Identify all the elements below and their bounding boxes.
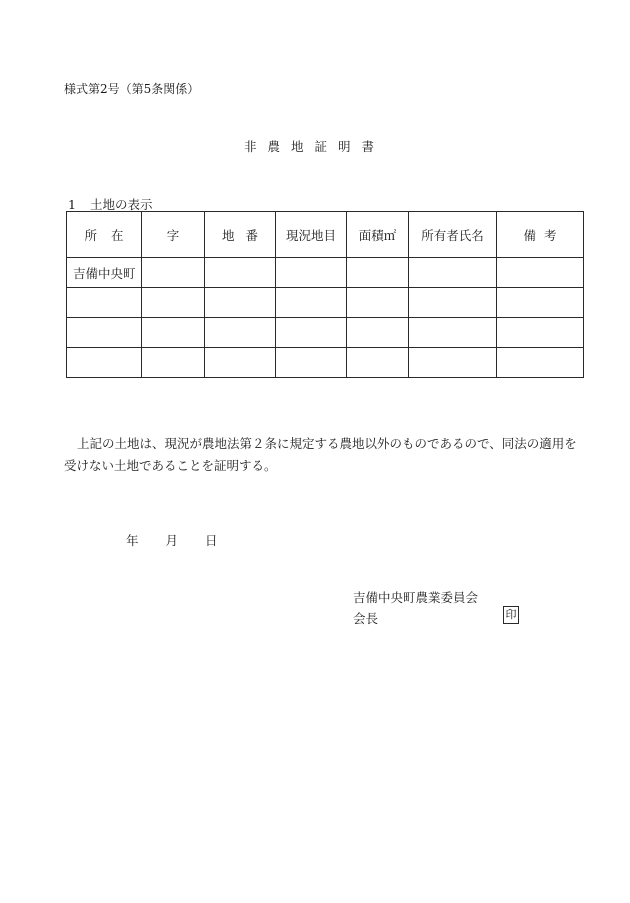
table-cell bbox=[497, 288, 584, 318]
date-year: 年 bbox=[126, 533, 139, 548]
table-cell bbox=[142, 318, 205, 348]
table-cell bbox=[347, 258, 409, 288]
table-cell bbox=[497, 348, 584, 378]
table-cell bbox=[67, 318, 142, 348]
table-cell bbox=[276, 288, 347, 318]
table-cell bbox=[67, 348, 142, 378]
issuer-title: 会長 bbox=[353, 611, 379, 626]
table-row bbox=[67, 258, 584, 288]
table-cell bbox=[409, 348, 497, 378]
table-cell bbox=[347, 288, 409, 318]
table-cell bbox=[142, 348, 205, 378]
date-month: 月 bbox=[165, 533, 179, 548]
issuer-organization: 吉備中央町農業委員会 bbox=[353, 590, 479, 605]
column-header-aza: 字 bbox=[142, 212, 205, 258]
table-cell bbox=[205, 348, 276, 378]
table-cell bbox=[409, 258, 497, 288]
date-day: 日 bbox=[205, 533, 218, 548]
table-cell bbox=[497, 318, 584, 348]
date-line bbox=[126, 531, 218, 549]
table-cell bbox=[276, 348, 347, 378]
table-cell bbox=[205, 288, 276, 318]
table-cell bbox=[347, 348, 409, 378]
table-cell bbox=[205, 318, 276, 348]
section-label: 土地の表示 bbox=[90, 197, 153, 212]
certification-statement: 上記の土地は、現況が農地法第２条に規定する農地以外のものであるので、同法の適用を受けない土地であることを証明する。 bbox=[64, 436, 577, 473]
table-row bbox=[67, 348, 584, 378]
section-number: 1 bbox=[68, 197, 76, 212]
column-header-location: 所在 bbox=[67, 212, 142, 258]
table-cell bbox=[67, 288, 142, 318]
form-number: 様式第2号（第5条関係） bbox=[64, 82, 200, 96]
table-row bbox=[67, 318, 584, 348]
seal-mark: 印 bbox=[503, 606, 519, 624]
table-cell bbox=[497, 258, 584, 288]
column-header-current-category: 現況地目 bbox=[276, 212, 347, 258]
table-cell bbox=[276, 258, 347, 288]
table-cell bbox=[347, 318, 409, 348]
table-row bbox=[67, 288, 584, 318]
table-cell: 吉備中央町 bbox=[67, 258, 142, 288]
document-title: 非農地証明書 bbox=[244, 139, 386, 154]
column-header-owner-name: 所有者氏名 bbox=[409, 212, 497, 258]
table-cell bbox=[276, 318, 347, 348]
table-header-row bbox=[67, 212, 584, 258]
column-header-lot-number: 地番 bbox=[205, 212, 276, 258]
table-cell bbox=[142, 288, 205, 318]
table-cell bbox=[409, 288, 497, 318]
table-cell bbox=[205, 258, 276, 288]
land-table bbox=[66, 211, 584, 378]
column-header-remarks: 備考 bbox=[497, 212, 584, 258]
column-header-area: 面積㎡ bbox=[347, 212, 409, 258]
table-cell bbox=[409, 318, 497, 348]
table-cell bbox=[142, 258, 205, 288]
